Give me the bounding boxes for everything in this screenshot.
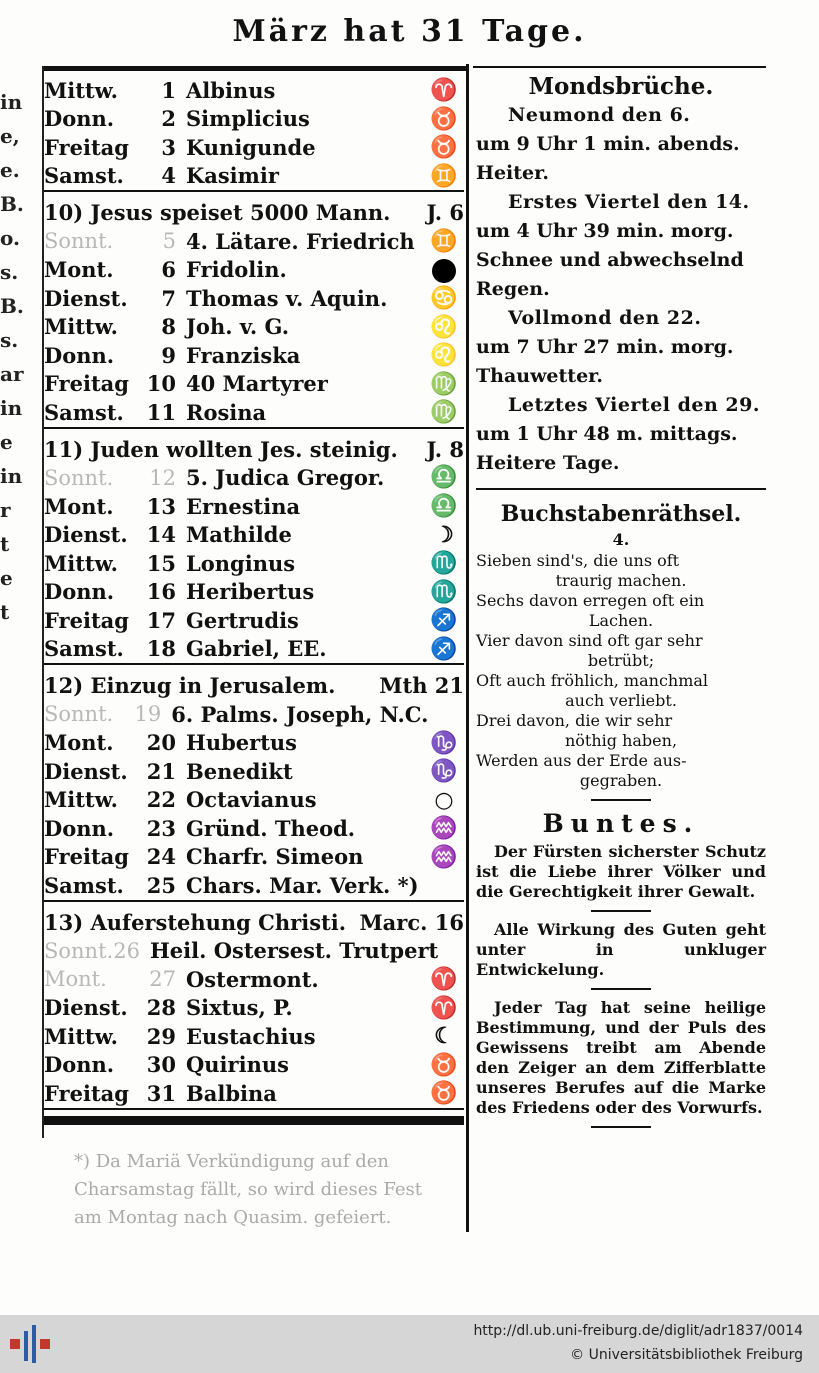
day-row	[44, 1022, 464, 1051]
calendar-week	[44, 198, 464, 429]
day-saint: Gabriel, EE.	[186, 636, 327, 662]
day-row	[44, 105, 464, 134]
zodiac-sign-icon: ♈	[430, 966, 458, 992]
riddle-line-continued: gegraben.	[579, 771, 663, 790]
day-row	[44, 464, 464, 493]
day-number: 23	[146, 815, 176, 841]
day-number: 9	[161, 342, 176, 368]
zodiac-sign-icon: ♐	[430, 607, 458, 634]
day-saint: Joh. v. G.	[186, 314, 290, 340]
week-reference: J. 8	[426, 436, 464, 462]
zodiac-sign-icon: ☽	[434, 521, 454, 548]
riddle-line-continued: auch verliebt.	[565, 691, 677, 710]
zodiac-sign-icon: ♋	[430, 285, 458, 312]
zodiac-sign-icon: ♉	[430, 134, 458, 161]
week-reference: Marc. 16	[359, 909, 464, 935]
moon-phase-line: Vollmond den 22.	[508, 307, 702, 329]
margin-fragment: ar	[0, 362, 24, 386]
day-weekday: Mont.	[44, 967, 107, 992]
riddle-verse-line	[476, 751, 766, 791]
day-number: 12	[149, 465, 176, 490]
day-number: 14	[146, 522, 176, 548]
day-row	[44, 757, 464, 786]
day-saint: 40 Martyrer	[186, 371, 328, 397]
margin-fragment: B.	[0, 192, 24, 216]
riddle-line: Sechs davon erregen oft ein	[476, 591, 705, 610]
week-reference: Mth 21	[379, 673, 464, 698]
zodiac-sign-icon: ♊	[430, 162, 458, 189]
page-title: März hat 31 Tage.	[232, 14, 587, 49]
library-logo-icon	[10, 1325, 54, 1363]
buntes-paragraph: Der Fürsten sicherster Schutz ist die Liebe ihrer Völker und die Gerechtigkeit ihrer Gewalt.	[476, 842, 766, 901]
day-number: 28	[146, 995, 176, 1021]
zodiac-sign-icon: ♉	[430, 1080, 458, 1107]
calendar-week	[44, 671, 464, 902]
day-number: 24	[146, 844, 176, 870]
zodiac-sign-icon: ♎	[430, 493, 458, 520]
section-rule	[476, 488, 766, 490]
day-number: 11	[146, 399, 176, 425]
zodiac-sign-icon: ♑	[430, 758, 458, 785]
riddle-line: Sieben sind's, die uns oft	[476, 551, 680, 570]
day-number: 8	[161, 314, 176, 340]
margin-fragment: e,	[0, 124, 20, 148]
moon-phase-line: Regen.	[476, 278, 550, 300]
day-saint: Rosina	[186, 399, 267, 425]
day-weekday: Mittw.	[44, 77, 118, 103]
day-saint: Franziska	[186, 342, 301, 368]
day-number: 10	[146, 371, 176, 397]
right-column	[476, 72, 766, 1136]
day-number: 16	[146, 579, 176, 605]
day-number: 3	[161, 134, 176, 160]
day-weekday: Samst.	[44, 399, 124, 425]
zodiac-sign-icon: ♍	[430, 399, 458, 426]
moon-phase-entry	[476, 101, 766, 188]
riddle-verse-line	[476, 551, 766, 591]
day-weekday: Mittw.	[44, 550, 118, 576]
zodiac-sign-icon: ♏	[430, 550, 458, 577]
day-row	[44, 1079, 464, 1108]
margin-fragment: e.	[0, 158, 20, 182]
day-row	[44, 786, 464, 815]
zodiac-sign-icon: ♐	[430, 635, 458, 662]
day-row	[44, 370, 464, 399]
zodiac-sign-icon: ♊	[430, 228, 458, 254]
day-number: 7	[161, 285, 176, 311]
day-weekday: Donn.	[44, 579, 115, 605]
day-weekday: Dienst.	[44, 522, 128, 548]
day-number: 4	[161, 163, 176, 189]
riddle-line-continued: traurig machen.	[555, 571, 687, 590]
moon-phase-line: Erstes Viertel den 14.	[508, 191, 750, 213]
day-row	[44, 843, 464, 872]
day-saint: 6. Palms. Joseph, N.C.	[171, 701, 429, 727]
day-weekday: Donn.	[44, 815, 115, 841]
day-row	[44, 313, 464, 342]
moon-phase-line: Letztes Viertel den 29.	[508, 394, 760, 416]
day-saint: Quirinus	[186, 1052, 289, 1078]
copyright-notice: © Universitätsbibliothek Freiburg	[570, 1347, 803, 1363]
week-gospel: 13) Auferstehung Christi.	[44, 909, 347, 935]
zodiac-sign-icon: ♒	[430, 843, 458, 870]
moon-phases-title: Mondsbrüche.	[528, 73, 714, 100]
footnote	[74, 1148, 466, 1232]
day-saint: Ostermont.	[186, 966, 319, 992]
day-saint: Chars. Mar. Verk. *)	[186, 872, 419, 898]
day-saint: Thomas v. Aquin.	[186, 285, 388, 311]
day-number: 18	[146, 636, 176, 662]
riddle-title: Buchstabenräthsel.	[500, 501, 742, 527]
riddle-line-continued: Lachen.	[588, 611, 654, 630]
day-weekday: Freitag	[44, 607, 129, 633]
moon-phase-line: um 4 Uhr 39 min. morg.	[476, 220, 734, 242]
day-row	[44, 937, 464, 966]
riddle-line: Drei davon, die wir sehr	[476, 711, 673, 730]
buntes-paragraph: Alle Wirkung des Guten geht unter in unkluger Entwickelung.	[476, 920, 766, 979]
riddle-verse-line	[476, 591, 766, 631]
margin-fragment: e	[0, 430, 13, 454]
margin-fragment: s.	[0, 328, 19, 352]
riddle-verse-line	[476, 631, 766, 671]
buntes-paragraph: Jeder Tag hat seine heilige Bestimmung, und der Puls des Gewissens treibt am Abende den Zeiger an dem Zifferblatte unseres Berufes auf die Marke des Friedens oder des Vorwurfs.	[476, 998, 766, 1117]
top-rule-right	[473, 66, 766, 68]
day-row	[44, 700, 464, 729]
margin-fragment: r	[0, 498, 11, 522]
day-row	[44, 227, 464, 256]
week-title	[44, 198, 464, 227]
moon-phase-entry	[476, 188, 766, 304]
buntes-paragraphs	[476, 842, 766, 1128]
moon-phase-line: um 9 Uhr 1 min. abends.	[476, 133, 740, 155]
day-weekday: Sonnt.	[44, 229, 114, 254]
week-gospel: 12) Einzug in Jerusalem.	[44, 673, 336, 698]
week-gospel: 10) Jesus speiset 5000 Mann.	[44, 200, 391, 225]
day-weekday: Mont.	[44, 730, 114, 756]
zodiac-sign-icon: ♒	[430, 815, 458, 842]
day-weekday: Mittw.	[44, 314, 118, 340]
moon-phase-entry	[476, 391, 766, 478]
riddle-number: 4.	[612, 530, 630, 549]
zodiac-sign-icon: ♎	[430, 465, 458, 491]
day-saint: Gründ. Theod.	[186, 815, 356, 841]
moon-phase-line: Heiter.	[476, 162, 550, 184]
day-saint: Benedikt	[186, 758, 293, 784]
day-row	[44, 635, 464, 664]
day-saint: 4. Lätare. Friedrich	[186, 228, 415, 254]
zodiac-sign-icon: ♑	[430, 729, 458, 756]
week-reference: J. 6	[426, 200, 464, 225]
day-row	[44, 729, 464, 758]
day-number: 27	[149, 967, 176, 992]
day-row	[44, 521, 464, 550]
day-saint: Kunigunde	[186, 134, 316, 160]
day-saint: Eustachius	[186, 1023, 316, 1049]
moon-phase-entry	[476, 304, 766, 391]
day-saint: Mathilde	[186, 522, 292, 548]
week-title	[44, 435, 464, 464]
riddle-line: Vier davon sind oft gar sehr	[476, 631, 703, 650]
moon-phase-line: um 1 Uhr 48 m. mittags.	[476, 423, 738, 445]
day-row	[44, 994, 464, 1023]
day-number: 22	[146, 787, 176, 813]
day-number: 21	[146, 758, 176, 784]
week-title	[44, 671, 464, 700]
moon-phase-line: Neumond den 6.	[508, 104, 691, 126]
day-number: 26	[113, 938, 140, 963]
riddle-verse	[476, 551, 766, 791]
margin-fragment: t	[0, 600, 10, 624]
day-number: 17	[146, 607, 176, 633]
margin-fragment: in	[0, 90, 23, 114]
week-title	[44, 908, 464, 937]
day-row	[44, 1051, 464, 1080]
day-weekday: Freitag	[44, 371, 129, 397]
day-row	[44, 256, 464, 285]
day-saint: Charfr. Simeon	[186, 844, 364, 870]
day-row	[44, 549, 464, 578]
riddle-verse-line	[476, 711, 766, 751]
day-weekday: Samst.	[44, 636, 124, 662]
margin-fragment: s.	[0, 260, 19, 284]
day-saint: Longinus	[186, 550, 296, 576]
riddle-verse-line	[476, 671, 766, 711]
footnote-line: am Montag nach Quasim. gefeiert.	[74, 1207, 392, 1228]
zodiac-sign-icon: ○	[434, 786, 454, 813]
day-number: 2	[161, 106, 176, 132]
day-row	[44, 814, 464, 843]
day-number: 29	[146, 1023, 176, 1049]
footnote-line: Charsamstag fällt, so wird dieses Fest	[74, 1179, 422, 1200]
day-weekday: Samst.	[44, 872, 124, 898]
calendar-week	[44, 435, 464, 666]
short-rule	[591, 988, 651, 990]
zodiac-sign-icon: ♈	[430, 77, 458, 104]
day-row	[44, 871, 464, 900]
day-weekday: Mittw.	[44, 1023, 118, 1049]
day-weekday: Dienst.	[44, 285, 128, 311]
day-number: 6	[161, 257, 176, 283]
margin-fragment: B.	[0, 294, 24, 318]
zodiac-sign-icon: ♍	[430, 370, 458, 397]
zodiac-sign-icon: ♉	[430, 1051, 458, 1078]
day-number: 31	[146, 1080, 176, 1106]
riddle-line: Werden aus der Erde aus-	[476, 751, 687, 770]
day-weekday: Donn.	[44, 1052, 115, 1078]
day-row	[44, 133, 464, 162]
day-saint: Kasimir	[186, 163, 279, 189]
footnote-line: *) Da Mariä Verkündigung auf den	[74, 1151, 390, 1172]
day-weekday: Sonnt.	[44, 465, 114, 490]
day-number: 19	[134, 702, 162, 727]
riddle-line-continued: betrübt;	[587, 651, 655, 670]
margin-fragment: e	[0, 566, 13, 590]
day-number: 15	[146, 550, 176, 576]
day-saint: Sixtus, P.	[186, 995, 293, 1021]
zodiac-sign-icon: ☾	[434, 1023, 454, 1050]
day-row	[44, 162, 464, 191]
day-number: 5	[162, 229, 176, 254]
day-weekday: Samst.	[44, 163, 124, 189]
day-number: 1	[161, 77, 176, 103]
day-saint: Gertrudis	[186, 607, 299, 633]
day-row	[44, 965, 464, 994]
moon-phase-line: Schnee und abwechselnd	[476, 249, 744, 271]
day-weekday: Dienst.	[44, 758, 128, 784]
margin-fragment: o.	[0, 226, 20, 250]
day-weekday: Sonnt.	[44, 702, 114, 727]
day-weekday: Dienst.	[44, 995, 128, 1021]
day-weekday: Freitag	[44, 844, 129, 870]
calendar-column	[44, 76, 464, 1125]
riddle-line-continued: nöthig haben,	[564, 731, 678, 750]
day-weekday: Mittw.	[44, 787, 118, 813]
day-saint: Albinus	[186, 77, 276, 103]
day-weekday: Freitag	[44, 1080, 129, 1106]
day-weekday: Mont.	[44, 493, 114, 519]
day-row	[44, 578, 464, 607]
day-row	[44, 76, 464, 105]
new-moon-icon	[424, 257, 464, 283]
day-weekday: Mont.	[44, 257, 114, 283]
day-saint: Balbina	[186, 1080, 277, 1106]
day-saint: Ernestina	[186, 493, 301, 519]
short-rule	[591, 799, 651, 801]
margin-fragment: t	[0, 532, 10, 556]
day-weekday: Sonnt.	[44, 938, 114, 963]
top-rule-left	[42, 66, 467, 71]
day-saint: Heil. Ostersest. Trutpert	[149, 938, 439, 964]
moon-phase-line: um 7 Uhr 27 min. morg.	[476, 336, 734, 358]
day-weekday: Freitag	[44, 134, 129, 160]
short-rule	[591, 910, 651, 912]
day-number: 20	[146, 730, 176, 756]
margin-fragment: in	[0, 464, 23, 488]
day-saint: Hubertus	[186, 730, 298, 756]
moon-phases-list	[476, 101, 766, 478]
day-row	[44, 398, 464, 427]
source-url[interactable]: http://dl.ub.uni-freiburg.de/diglit/adr1837/0014	[473, 1323, 803, 1339]
day-saint: 5. Judica Gregor.	[186, 465, 385, 491]
day-row	[44, 341, 464, 370]
day-saint: Heribertus	[186, 579, 315, 605]
day-row	[44, 284, 464, 313]
short-rule	[591, 1126, 651, 1128]
margin-fragment: in	[0, 396, 23, 420]
column-divider	[466, 64, 469, 1232]
riddle-line: Oft auch fröhlich, manchmal	[476, 671, 709, 690]
day-saint: Octavianus	[186, 787, 317, 813]
zodiac-sign-icon: ♉	[430, 105, 458, 132]
left-margin-fragments	[0, 70, 24, 1250]
day-number: 13	[146, 493, 176, 519]
zodiac-sign-icon: ♌	[430, 342, 458, 369]
calendar-end-bar	[44, 1116, 464, 1125]
day-weekday: Donn.	[44, 342, 115, 368]
day-row	[44, 492, 464, 521]
zodiac-sign-icon: ♈	[430, 994, 458, 1021]
day-saint: Fridolin.	[186, 257, 287, 283]
calendar-week	[44, 76, 464, 192]
week-gospel: 11) Juden wollten Jes. steinig.	[44, 436, 398, 462]
day-row	[44, 606, 464, 635]
moon-phase-line: Thauwetter.	[476, 365, 604, 387]
calendar-week	[44, 908, 464, 1110]
day-number: 30	[146, 1052, 176, 1078]
moon-disc-icon	[432, 259, 456, 283]
moon-phase-line: Heitere Tage.	[476, 452, 620, 474]
day-number: 25	[146, 872, 176, 898]
zodiac-sign-icon: ♏	[430, 578, 458, 605]
zodiac-sign-icon: ♌	[430, 313, 458, 340]
day-saint: Simplicius	[186, 106, 310, 132]
footer-bar	[0, 1315, 819, 1373]
day-weekday: Donn.	[44, 106, 115, 132]
buntes-title: Buntes.	[542, 809, 700, 838]
